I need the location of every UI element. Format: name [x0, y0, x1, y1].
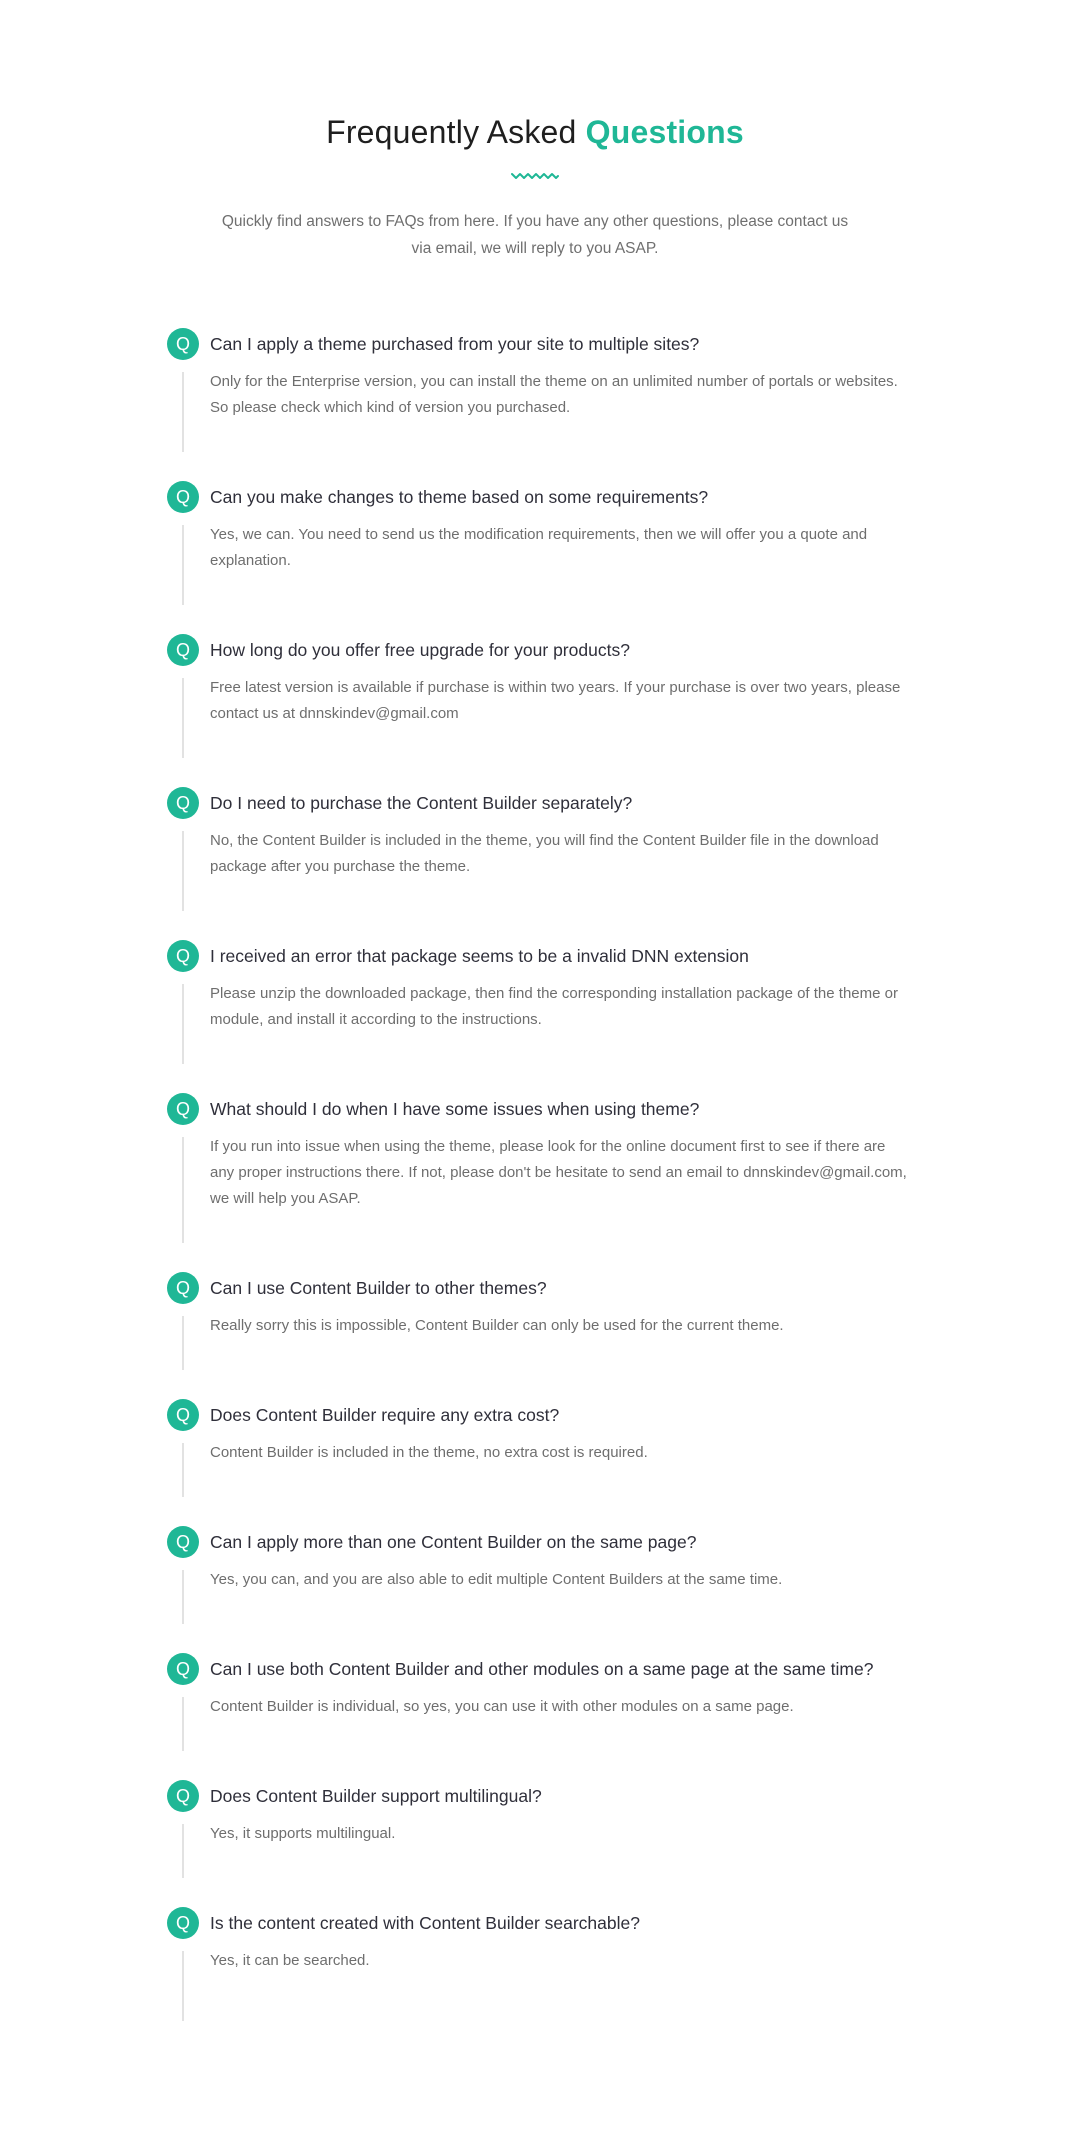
- timeline-line: [182, 1443, 184, 1497]
- question-badge-icon: Q: [167, 1272, 199, 1304]
- faq-answer: Please unzip the downloaded package, then find the corresponding installation package of the theme or module, and install it according to the instructions.: [210, 985, 898, 1028]
- timeline-line: [182, 1824, 184, 1878]
- faq-question: Does Content Builder support multilingual?: [210, 1786, 542, 1806]
- timeline-line: [182, 831, 184, 911]
- timeline-line: [182, 1316, 184, 1370]
- faq-answer: If you run into issue when using the theme, please look for the online document first to see if there are any proper instructions there. If not, please don't be hesitate to send an email to dnnskindev@gmail.com, we will help you ASAP.: [210, 1138, 907, 1207]
- faq-question: Do I need to purchase the Content Builder separately?: [210, 793, 633, 813]
- faq-item: [167, 940, 907, 1093]
- timeline-line: [182, 1697, 184, 1751]
- faq-item: [167, 481, 907, 634]
- faq-question: How long do you offer free upgrade for your products?: [210, 640, 630, 660]
- timeline-line: [182, 525, 184, 605]
- question-badge-icon: Q: [167, 1399, 199, 1431]
- faq-answer: Yes, you can, and you are also able to edit multiple Content Builders at the same time.: [210, 1571, 783, 1588]
- question-badge-icon: Q: [167, 1780, 199, 1812]
- faq-answer: Only for the Enterprise version, you can install the theme on an unlimited number of portals or websites. So please check which kind of version you purchased.: [210, 373, 898, 416]
- faq-question: Can you make changes to theme based on some requirements?: [210, 487, 709, 507]
- faq-question: Can I use both Content Builder and other modules on a same page at the same time?: [210, 1659, 874, 1679]
- question-badge-icon: Q: [167, 787, 199, 819]
- faq-item: [167, 328, 907, 481]
- question-badge-icon: Q: [167, 1653, 199, 1685]
- intro-text: Quickly find answers to FAQs from here. If you have any other questions, please contact us via email, we will reply to you ASAP.: [221, 213, 849, 257]
- faq-header: [0, 110, 1070, 262]
- faq-question: Does Content Builder require any extra cost?: [210, 1405, 560, 1425]
- question-badge-icon: Q: [167, 1907, 199, 1939]
- page-title-accent: Questions: [585, 114, 744, 150]
- faq-question: Can I apply a theme purchased from your site to multiple sites?: [210, 334, 700, 354]
- faq-question: What should I do when I have some issues when using theme?: [210, 1099, 700, 1119]
- faq-answer: Really sorry this is impossible, Content Builder can only be used for the current theme.: [210, 1317, 784, 1334]
- question-badge-icon: Q: [167, 481, 199, 513]
- faq-question: Can I apply more than one Content Builder on the same page?: [210, 1532, 697, 1552]
- timeline-line: [182, 372, 184, 452]
- faq-item: [167, 1399, 907, 1526]
- faq-item: [167, 1526, 907, 1653]
- faq-answer: Yes, we can. You need to send us the modification requirements, then we will offer you a quote and explanation.: [210, 526, 868, 569]
- question-badge-icon: Q: [167, 634, 199, 666]
- faq-item: [167, 1907, 907, 2034]
- faq-answer: Content Builder is included in the theme, no extra cost is required.: [210, 1444, 648, 1461]
- faq-item: [167, 1780, 907, 1907]
- page-title-main: Frequently Asked: [326, 114, 577, 150]
- faq-answer: No, the Content Builder is included in the theme, you will find the Content Builder file in the download package after you purchase the theme.: [210, 832, 879, 875]
- question-badge-icon: Q: [167, 328, 199, 360]
- faq-item: [167, 1653, 907, 1780]
- faq-answer: Free latest version is available if purchase is within two years. If your purchase is over two years, please contact us at dnnskindev@gmail.com: [210, 679, 901, 722]
- timeline-line: [182, 984, 184, 1064]
- wave-divider-icon: [511, 170, 559, 182]
- faq-question: Can I use Content Builder to other themes?: [210, 1278, 547, 1298]
- faq-item: [167, 634, 907, 787]
- faq-answer: Content Builder is individual, so yes, you can use it with other modules on a same page.: [210, 1698, 794, 1715]
- page-title: [0, 110, 1070, 154]
- faq-answer: Yes, it can be searched.: [210, 1952, 370, 1969]
- question-badge-icon: Q: [167, 1526, 199, 1558]
- timeline-line: [182, 678, 184, 758]
- faq-question: I received an error that package seems to be a invalid DNN extension: [210, 946, 749, 966]
- question-badge-icon: Q: [167, 1093, 199, 1125]
- faq-item: [167, 1093, 907, 1272]
- timeline-line: [182, 1570, 184, 1624]
- timeline-line: [182, 1137, 184, 1243]
- faq-item: [167, 1272, 907, 1399]
- faq-answer: Yes, it supports multilingual.: [210, 1825, 396, 1842]
- faq-question: Is the content created with Content Builder searchable?: [210, 1913, 640, 1933]
- question-badge-icon: Q: [167, 940, 199, 972]
- faq-list: [167, 328, 907, 2034]
- faq-item: [167, 787, 907, 940]
- timeline-line: [182, 1951, 184, 2021]
